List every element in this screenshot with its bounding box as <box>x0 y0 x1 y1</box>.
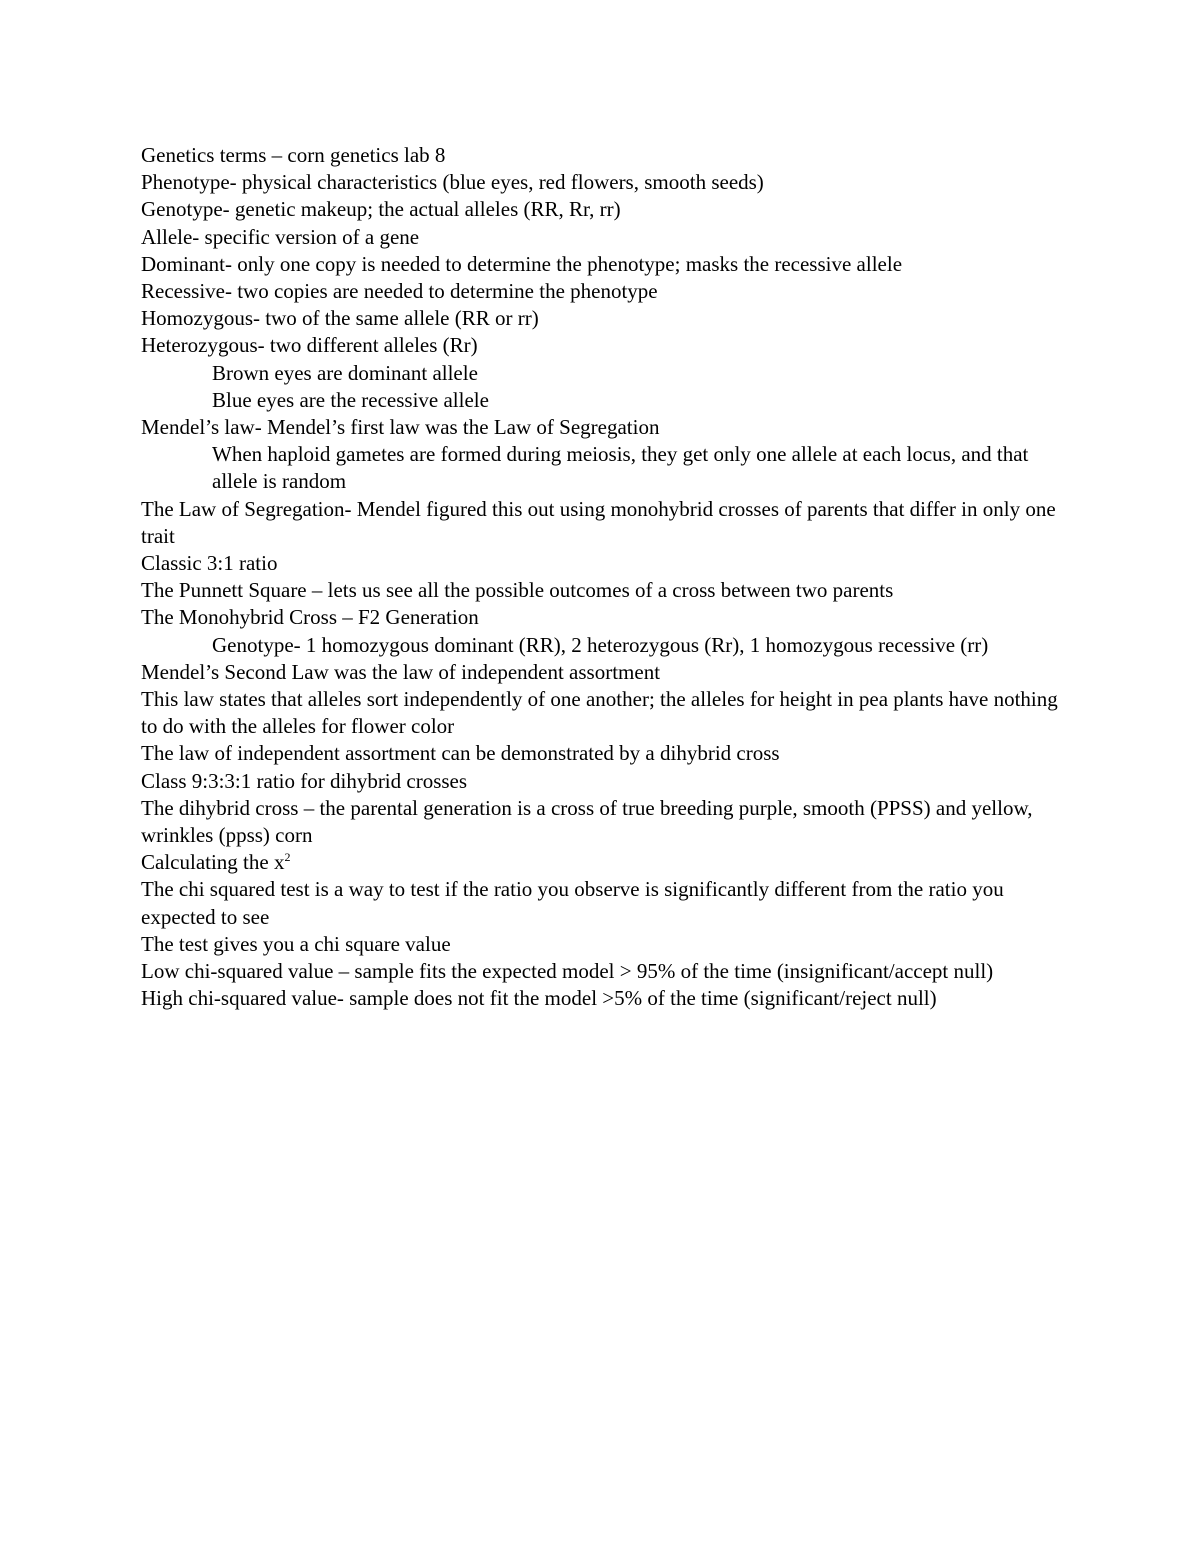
term-punnett-square: The Punnett Square – lets us see all the possible outcomes of a cross between two parents <box>141 578 894 603</box>
term-dominant: Dominant- only one copy is needed to determine the phenotype; masks the recessive allele <box>141 251 903 276</box>
term-allele: Allele- specific version of a gene <box>141 224 420 249</box>
note-dihybrid-ratio: Class 9:3:3:1 ratio for dihybrid crosses <box>141 768 468 793</box>
term-genotype: Genotype- genetic makeup; the actual alleles (RR, Rr, rr) <box>141 197 621 222</box>
term-monohybrid-cross: The Monohybrid Cross – F2 Generation <box>141 605 479 630</box>
document-body <box>141 142 1061 1013</box>
note-blue-eyes: Blue eyes are the recessive allele <box>212 387 489 412</box>
term-homozygous: Homozygous- two of the same allele (RR or rr) <box>141 306 539 331</box>
term-phenotype: Phenotype- physical characteristics (blue eyes, red flowers, smooth seeds) <box>141 170 764 195</box>
note-haploid-gametes: When haploid gametes are formed during meiosis, they get only one allele at each locus, and that allele is random <box>212 442 1029 494</box>
note-high-chi-squared: High chi-squared value- sample does not fit the model >5% of the time (significant/reject null) <box>141 986 937 1011</box>
superscript-two: 2 <box>284 850 291 865</box>
term-dihybrid-cross: The dihybrid cross – the parental generation is a cross of true breeding purple, smooth (PPSS) and yellow, wrinkles (ppss) corn <box>141 795 1033 848</box>
term-mendels-law: Mendel’s law- Mendel’s first law was the Law of Segregation <box>141 415 660 440</box>
document-title: Genetics terms – corn genetics lab 8 <box>141 143 446 167</box>
note-independent-assortment: This law states that alleles sort independently of one another; the alleles for height in pea plants have nothing to do with the alleles for flower color <box>141 687 1058 739</box>
note-dihybrid-demo: The law of independent assortment can be demonstrated by a dihybrid cross <box>141 741 780 766</box>
term-law-of-segregation: The Law of Segregation- Mendel figured this out using monohybrid crosses of parents that differ in only one trait <box>141 496 1056 548</box>
heading-chi-square <box>141 849 1061 876</box>
term-heterozygous: Heterozygous- two different alleles (Rr) <box>141 333 478 358</box>
note-classic-ratio: Classic 3:1 ratio <box>141 551 278 576</box>
term-second-law: Mendel’s Second Law was the law of independent assortment <box>141 659 661 684</box>
term-recessive: Recessive- two copies are needed to determine the phenotype <box>141 279 658 304</box>
note-low-chi-squared: Low chi-squared value – sample fits the expected model > 95% of the time (insignificant/accept null) <box>141 959 994 984</box>
note-f2-genotype: Genotype- 1 homozygous dominant (RR), 2 heterozygous (Rr), 1 homozygous recessive (rr) <box>212 632 989 657</box>
heading-chi-square-text: Calculating the x <box>141 850 285 875</box>
note-chi-square-value: The test gives you a chi square value <box>141 931 451 956</box>
note-brown-eyes: Brown eyes are dominant allele <box>212 360 478 385</box>
note-chi-squared-test: The chi squared test is a way to test if the ratio you observe is significantly different from the ratio you expected to see <box>141 877 1004 929</box>
